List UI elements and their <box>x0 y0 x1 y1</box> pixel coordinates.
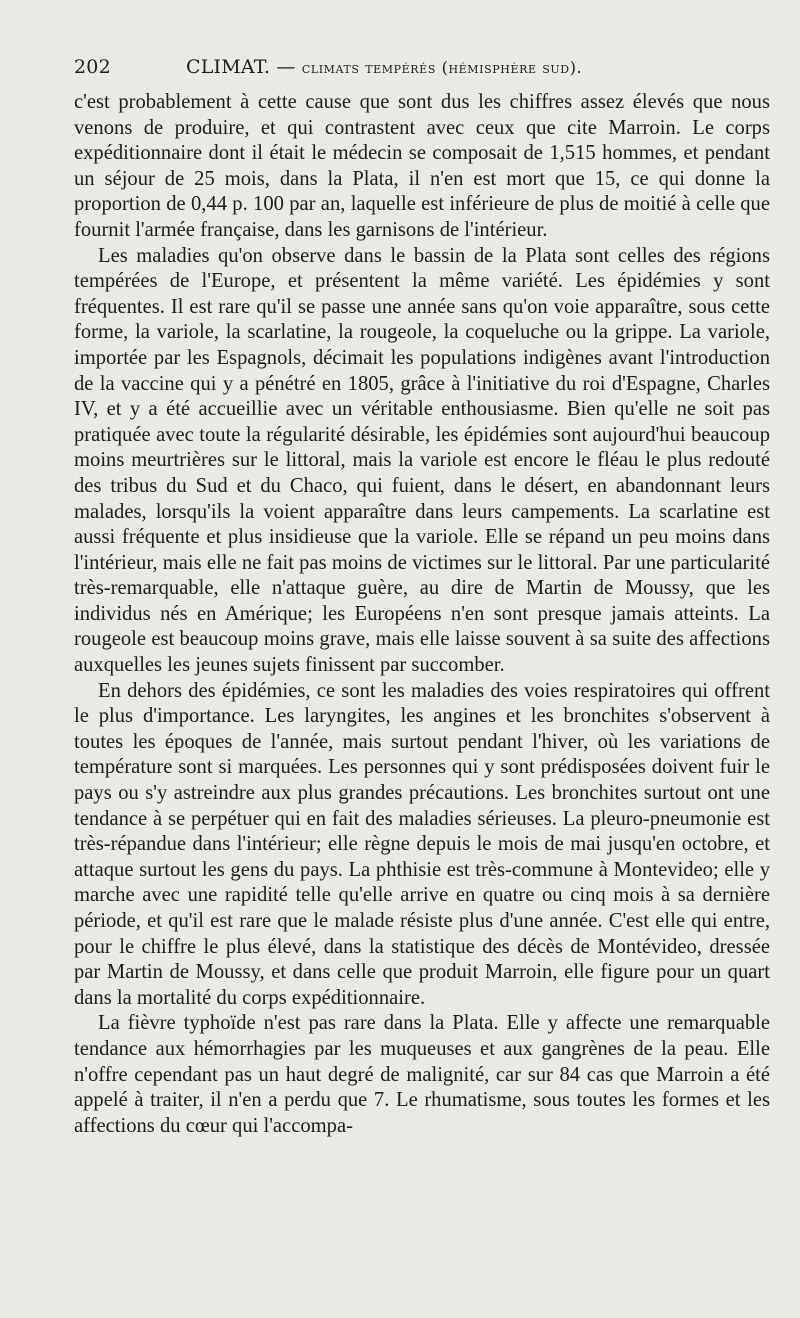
paragraph-mortality: c'est probablement à cette cause que sont dus les chiffres assez élevés que nous venons de produire, et qui contrastent avec ceux que cite Marroin. Le corps expéditionnaire dont il était le médecin se composait de 1,515 hommes, et pendant un séjour de 25 mois, dans la Plata, il n'en est mort que 15, ce qui donne la proportion de 0,44 p. 100 par an, laquelle est inférieure de plus de moitié à celle que fournit l'armée française, dans les garnisons de l'intérieur. <box>74 91 770 241</box>
running-header <box>74 56 770 90</box>
chapter-title <box>186 56 582 78</box>
chapter-subtitle: climats tempérés (hémisphère sud). <box>301 58 583 77</box>
chapter-title-main: CLIMAT. — <box>186 56 296 78</box>
paragraph-respiratory-diseases: En dehors des épidémies, ce sont les maladies des voies respiratoires qui offrent le plus d'importance. Les laryngites, les angines et les bronchites s'observent à toutes les époques de l'année, mais surtout pendant l'hiver, où les variations de température sont si marquées. Les personnes qui y sont prédisposées doivent fuir le pays ou s'y astreindre aux plus grandes précautions. Les bronchites surtout ont une tendance à se perpétuer qui en fait des maladies sérieuses. La pleuro-pneumonie est très-répandue dans l'intérieur; elle règne depuis le mois de mai jusqu'en octobre, et attaque surtout les gens du pays. La phthisie est très-commune à Montevideo; elle y marche avec une rapidité telle qu'elle arrive en quatre ou cinq mois à sa dernière période, et qu'il est rare que le malade résiste plus d'une année. C'est elle qui entre, pour le chiffre le plus élevé, dans la statistique des décès de Montévideo, dressée par Martin de Moussy, et dans celle que produit Marroin, elle figure pour un quart dans la mortalité du corps expéditionnaire. <box>74 679 770 1009</box>
page-body <box>74 90 770 1139</box>
paragraph-epidemics: Les maladies qu'on observe dans le bassin de la Plata sont celles des régions tempérées de l'Europe, et présentent la même variété. Les épidémies y sont fréquentes. Il est rare qu'il se passe une année sans qu'on voie apparaître, sous cette forme, la variole, la scarlatine, la rougeole, la coqueluche ou la grippe. La variole, importée par les Espagnols, décimait les populations indigènes avant l'introduction de la vaccine qui y a pénétré en 1805, grâce à l'initiative du roi d'Espagne, Charles IV, et y a été accueillie avec un véritable enthousiasme. Bien qu'elle ne soit pas pratiquée avec toute la régularité désirable, les épidémies sont aujourd'hui beaucoup moins meurtrières sur le littoral, mais la variole est encore le fléau le plus redouté des tribus du Sud et du Chaco, qui fuient, dans le désert, en abandonnant leurs malades, lorsqu'ils la voient apparaître dans leurs campements. La scarlatine est aussi fréquente et plus insidieuse que la variole. Elle se répand un peu moins dans l'intérieur, mais elle ne fait pas moins de victimes sur le littoral. Par une particularité très-remarquable, elle n'attaque guère, au dire de Martin de Moussy, que les individus nés en Amérique; les Européens n'en sont presque jamais atteints. La rougeole est beaucoup moins grave, mais elle laisse souvent à sa suite des affections auxquelles les jeunes sujets finissent par succomber. <box>74 244 770 677</box>
paragraph-typhoid-fever: La fièvre typhoïde n'est pas rare dans la Plata. Elle y affecte une remarquable tendance aux hémorrhagies par les muqueuses et aux gangrènes de la peau. Elle n'offre cependant pas un haut degré de malignité, car sur 84 cas que Marroin a été appelé à traiter, il n'en a perdu que 7. Le rhumatisme, sous toutes les formes et les affections du cœur qui l'accompa- <box>74 1012 770 1137</box>
page-number: 202 <box>74 56 111 78</box>
